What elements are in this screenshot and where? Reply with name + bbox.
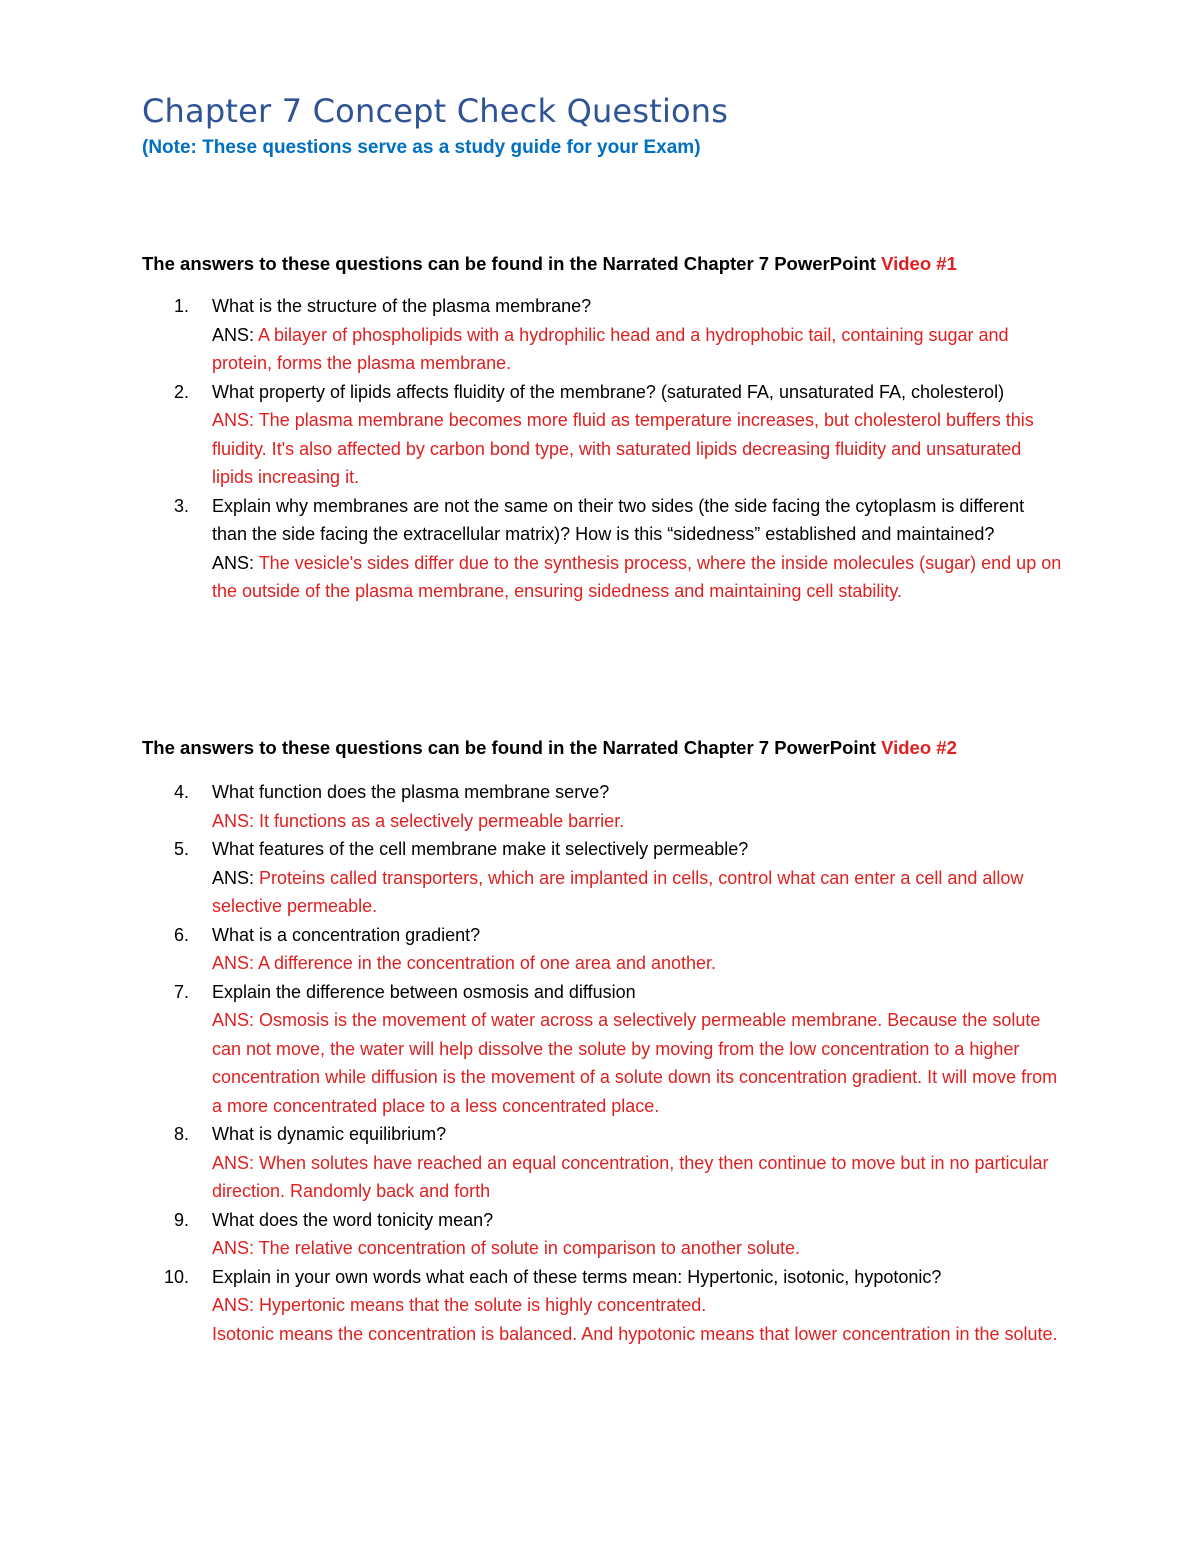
answer-text: When solutes have reached an equal concentration, they then continue to move but in no particular direction. Randomly back and forth [212, 1152, 1049, 1201]
question-number: 10. [164, 1266, 190, 1287]
question-text: Explain why membranes are not the same on their two sides (the side facing the cytoplasm is different than the side facing the extracellular matrix)? How is this “sidedness” established and maintained? [212, 495, 1025, 544]
question-text: What is dynamic equilibrium? [212, 1124, 447, 1144]
answer-label: ANS: [212, 552, 255, 573]
section-heading-text: The answers to these questions can be found in the Narrated Chapter 7 PowerPoint [142, 253, 882, 274]
question-number: 3. [174, 495, 190, 516]
answer-text: The plasma membrane becomes more fluid as temperature increases, but cholesterol buffers this fluidity. It's also affected by carbon bond type, with saturated lipids decreasing fluidity and unsaturated lipids increasing it. [212, 410, 1034, 487]
answer-label: ANS: [212, 324, 255, 345]
answer-text: A difference in the concentration of one area and another. [254, 953, 717, 973]
question-number: 1. [174, 296, 190, 316]
question-number: 2. [174, 381, 190, 402]
question-number: 7. [174, 981, 190, 1002]
answer-label: ANS: [212, 810, 255, 831]
answer-label: ANS: [212, 1238, 255, 1258]
question-list-2 [142, 778, 1062, 1348]
question-text: What features of the cell membrane make it selectively permeable? [212, 839, 749, 859]
answer-text: Proteins called transporters, which are implanted in cells, control what can enter a cell and allow selective permeable. [212, 867, 1024, 916]
answer [212, 1291, 1062, 1320]
question-item [142, 378, 1062, 492]
question-item [142, 1206, 1062, 1263]
section-heading-text: The answers to these questions can be found in the Narrated Chapter 7 PowerPoint [142, 737, 882, 758]
page-title: Chapter 7 Concept Check Questions [142, 92, 729, 130]
question-item [142, 835, 1062, 921]
question-number: 4. [174, 782, 190, 802]
question-text: What property of lipids affects fluidity of the membrane? (saturated FA, unsaturated FA, cholesterol) [212, 381, 1005, 402]
question-number: 8. [174, 1124, 190, 1144]
answer [212, 549, 1062, 606]
answer-text: A bilayer of phospholipids with a hydrophilic head and a hydrophobic tail, containing sugar and protein, forms the plasma membrane. [212, 324, 1009, 373]
answer-text: It functions as a selectively permeable barrier. [254, 810, 625, 831]
answer [212, 949, 1062, 978]
question-text: What does the word tonicity mean? [212, 1209, 494, 1230]
question-text: What is a concentration gradient? [212, 924, 481, 945]
answer-label: ANS: [212, 1152, 255, 1173]
question-list-1 [142, 292, 1062, 606]
answer-text: Hypertonic means that the solute is highly concentrated. [254, 1295, 707, 1315]
question-item [142, 1263, 1062, 1349]
answer-text-line-2: Isotonic means the concentration is balanced. And hypotonic means that lower concentration in the solute. [212, 1323, 1058, 1344]
answer [212, 406, 1062, 492]
answer [212, 321, 1062, 378]
video-label: Video #2 [881, 737, 957, 758]
question-item [142, 778, 1062, 835]
section-heading-video-1 [142, 250, 957, 278]
answer-text: The relative concentration of solute in comparison to another solute. [254, 1238, 801, 1258]
question-text: What is the structure of the plasma membrane? [212, 296, 592, 316]
answer-label: ANS: [212, 867, 255, 888]
answer-text: Osmosis is the movement of water across a selectively permeable membrane. Because the solute can not move, the water will help dissolve the solute by moving from the low concentration to a higher concentration while diffusion is the movement of a solute down its concentration gradient. It will move from a more concentrated place to a less concentrated place. [212, 1010, 1058, 1116]
answer-label: ANS: [212, 1010, 255, 1030]
page-subtitle: (Note: These questions serve as a study guide for your Exam) [142, 137, 701, 158]
question-number: 6. [174, 924, 190, 945]
answer [212, 1149, 1062, 1206]
question-number: 9. [174, 1209, 190, 1230]
answer [212, 1234, 1062, 1263]
video-label: Video #1 [881, 253, 957, 274]
answer [212, 1006, 1062, 1120]
question-text: What function does the plasma membrane serve? [212, 782, 610, 802]
answer [212, 864, 1062, 921]
question-item [142, 1120, 1062, 1206]
question-text: Explain in your own words what each of these terms mean: Hypertonic, isotonic, hypotonic? [212, 1266, 942, 1287]
question-item [142, 492, 1062, 606]
question-text: Explain the difference between osmosis and diffusion [212, 981, 636, 1002]
answer-label: ANS: [212, 953, 255, 973]
answer-label: ANS: [212, 410, 255, 430]
answer [212, 807, 1062, 836]
question-item [142, 921, 1062, 978]
question-item [142, 978, 1062, 1121]
question-item [142, 292, 1062, 378]
section-heading-video-2 [142, 734, 957, 762]
answer-label: ANS: [212, 1295, 255, 1315]
answer-text: The vesicle's sides differ due to the synthesis process, where the inside molecules (sugar) end up on the outside of the plasma membrane, ensuring sidedness and maintaining cell stability. [212, 552, 1062, 601]
question-number: 5. [174, 839, 190, 859]
